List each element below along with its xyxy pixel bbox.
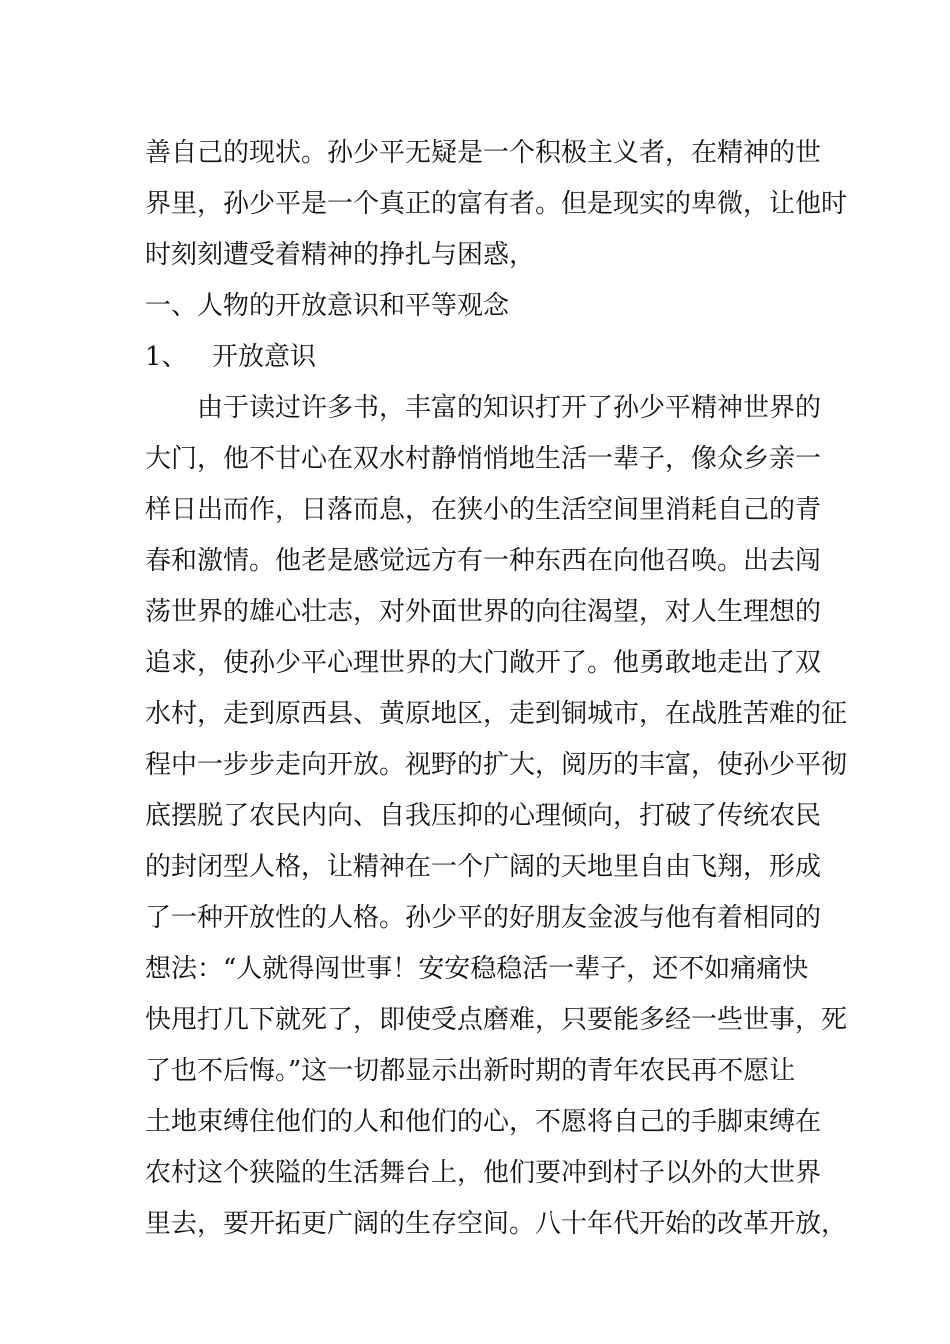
body-text: [145, 128, 848, 1250]
paragraph-line: 春和激情。他老是感觉远方有一种东西在向他召唤。出去闯: [145, 546, 822, 576]
paragraph-line: 快甩打几下就死了，即使受点磨难，只要能多经一些世事，死: [145, 1005, 848, 1035]
paragraph-line: 样日出而作，日落而息，在狭小的生活空间里消耗自己的青: [145, 495, 822, 525]
paragraph-line: 追求，使孙少平心理世界的大门敞开了。他勇敢地走出了双: [145, 648, 822, 678]
text-line: 界里，孙少平是一个真正的富有者。但是现实的卑微，让他时: [145, 189, 848, 219]
text-line: 善自己的现状。孙少平无疑是一个积极主义者，在精神的世: [145, 138, 822, 168]
text-line: 时刻刻遭受着精神的挣扎与困惑，: [145, 240, 536, 270]
subsection-title: 开放意识: [212, 342, 317, 372]
paragraph-line: 想法：“人就得闯世事！安安稳稳活一辈子，还不如痛痛快: [145, 954, 809, 984]
section-heading: 一、人物的开放意识和平等观念: [145, 291, 510, 321]
paragraph-line: 荡世界的雄心壮志，对外面世界的向往渴望，对人生理想的: [145, 597, 822, 627]
paragraph-line: 农村这个狭隘的生活舞台上，他们要冲到村子以外的大世界: [145, 1158, 822, 1188]
paragraph-line: 大门，他不甘心在双水村静悄悄地生活一辈子，像众乡亲一: [145, 444, 822, 474]
subsection-heading: [145, 332, 810, 383]
paragraph-line: 了一种开放性的人格。孙少平的好朋友金波与他有着相同的: [145, 903, 822, 933]
paragraph-line: 水村，走到原西县、黄原地区，走到铜城市，在战胜苦难的征: [145, 699, 848, 729]
paragraph-line: 的封闭型人格，让精神在一个广阔的天地里自由飞翔，形成: [145, 852, 822, 882]
subsection-number: 1、: [145, 342, 188, 372]
paragraph-line: 了也不后悔。”这一切都显示出新时期的青年农民再不愿让: [145, 1056, 796, 1086]
paragraph-line: 程中一步步走向开放。视野的扩大，阅历的丰富，使孙少平彻: [145, 750, 848, 780]
paragraph-line: 底摆脱了农民内向、自我压抑的心理倾向，打破了传统农民: [145, 801, 822, 831]
paragraph-line: 由于读过许多书，丰富的知识打开了孙少平精神世界的: [197, 393, 822, 423]
paragraph-line: 里去，要开拓更广阔的生存空间。八十年代开始的改革开放，: [145, 1209, 848, 1239]
paragraph-line: 土地束缚住他们的人和他们的心，不愿将自己的手脚束缚在: [145, 1107, 822, 1137]
